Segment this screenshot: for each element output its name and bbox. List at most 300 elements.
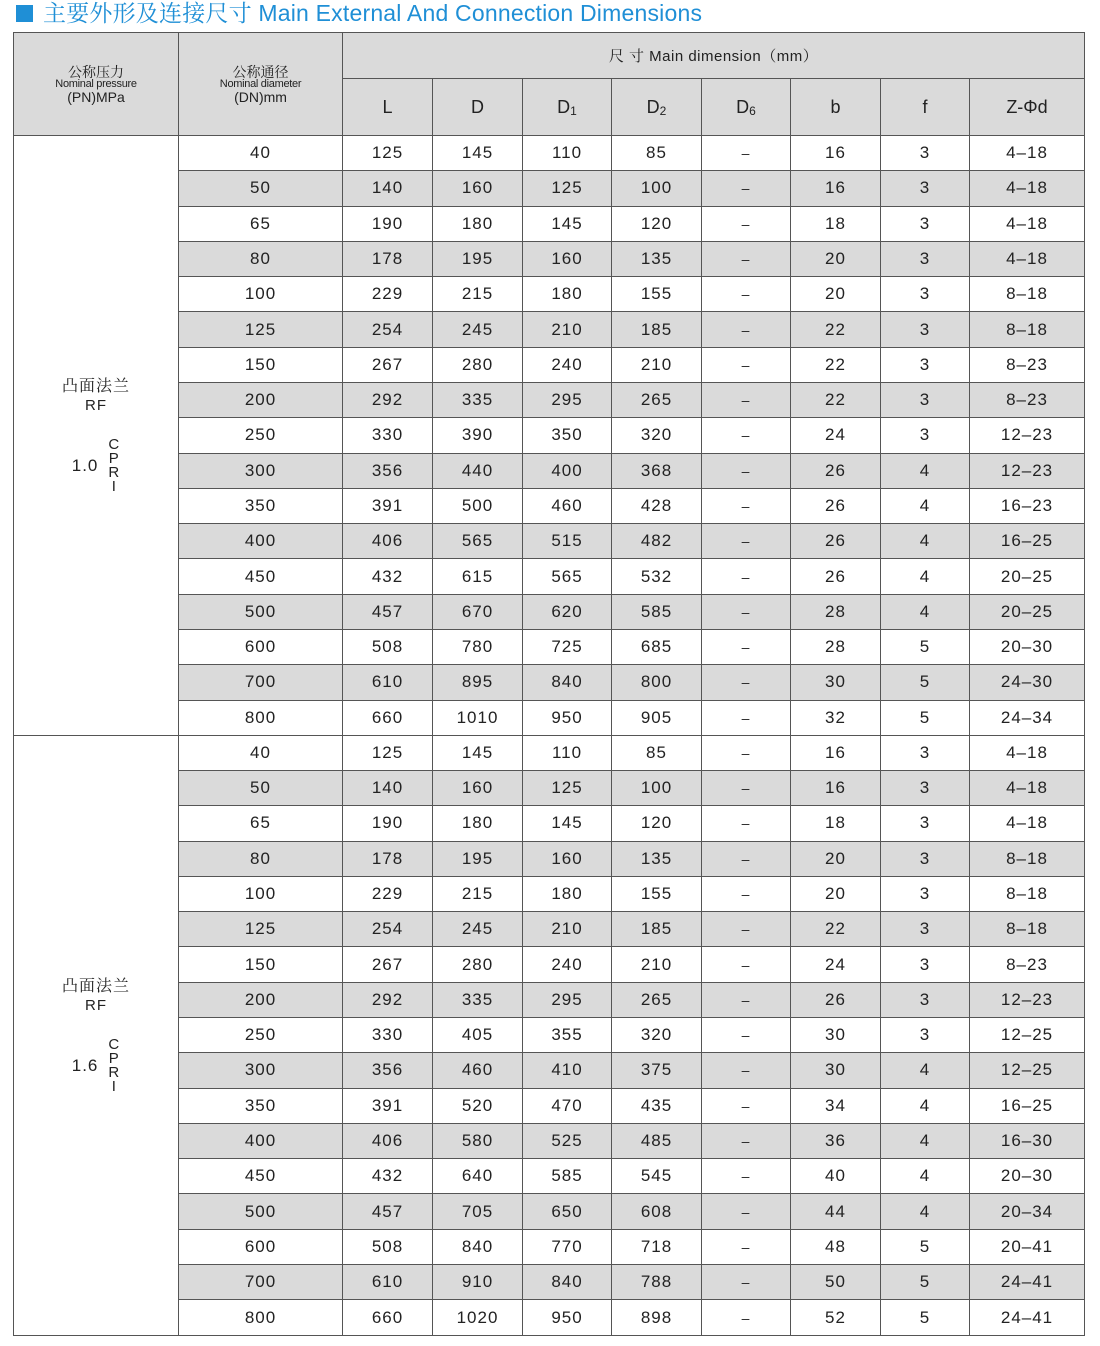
- cell-l: 391: [343, 1088, 433, 1123]
- cell-z-phi-d: 4–18: [970, 136, 1085, 171]
- cell-l: 457: [343, 594, 433, 629]
- cell-nominal-diameter: 80: [179, 841, 343, 876]
- cell-nominal-diameter: 125: [179, 912, 343, 947]
- cell-z-phi-d: 20–25: [970, 559, 1085, 594]
- cell-d6: –: [702, 1194, 791, 1229]
- cell-d6: –: [702, 1300, 791, 1336]
- cell-d1: 240: [523, 947, 612, 982]
- cell-d1: 620: [523, 594, 612, 629]
- cell-l: 406: [343, 524, 433, 559]
- cell-d6: –: [702, 136, 791, 171]
- cell-b: 18: [791, 206, 881, 241]
- cell-z-phi-d: 24–41: [970, 1265, 1085, 1300]
- cell-d: 195: [433, 841, 523, 876]
- cell-l: 190: [343, 806, 433, 841]
- cell-d2: 898: [612, 1300, 702, 1336]
- cell-z-phi-d: 8–18: [970, 277, 1085, 312]
- cell-d6: –: [702, 876, 791, 911]
- cell-d6: –: [702, 559, 791, 594]
- cell-nominal-diameter: 350: [179, 488, 343, 523]
- cell-nominal-diameter: 65: [179, 206, 343, 241]
- cell-z-phi-d: 16–23: [970, 488, 1085, 523]
- cell-z-phi-d: 4–18: [970, 241, 1085, 276]
- cell-d1: 400: [523, 453, 612, 488]
- cell-b: 44: [791, 1194, 881, 1229]
- pressure-rating: [62, 435, 130, 495]
- cell-d2: 800: [612, 665, 702, 700]
- cell-d6: –: [702, 1018, 791, 1053]
- material-letter: I: [111, 477, 117, 495]
- cell-d1: 840: [523, 665, 612, 700]
- cell-nominal-diameter: 300: [179, 453, 343, 488]
- cell-l: 610: [343, 665, 433, 700]
- cell-d6: –: [702, 735, 791, 770]
- header-dn-cn: 公称通径: [232, 63, 289, 80]
- cell-f: 3: [881, 806, 970, 841]
- column-header-label: Z-Φd: [1006, 96, 1048, 117]
- cell-b: 16: [791, 771, 881, 806]
- flange-type-cn: 凸面法兰: [61, 978, 130, 996]
- cell-d2: 100: [612, 171, 702, 206]
- cell-d1: 125: [523, 171, 612, 206]
- cell-f: 4: [881, 1159, 970, 1194]
- cell-d2: 85: [612, 735, 702, 770]
- cell-nominal-diameter: 40: [179, 136, 343, 171]
- header-main-dimension: 尺 寸 Main dimension（mm）: [343, 33, 1085, 79]
- cell-l: 330: [343, 418, 433, 453]
- cell-z-phi-d: 4–18: [970, 206, 1085, 241]
- cell-f: 5: [881, 1300, 970, 1336]
- header-pn-cn: 公称压力: [68, 63, 124, 80]
- cell-d2: 85: [612, 136, 702, 171]
- cell-z-phi-d: 16–25: [970, 524, 1085, 559]
- cell-nominal-diameter: 250: [179, 418, 343, 453]
- cell-d: 180: [433, 806, 523, 841]
- cell-d1: 180: [523, 277, 612, 312]
- cell-l: 610: [343, 1265, 433, 1300]
- cell-d2: 545: [612, 1159, 702, 1194]
- cell-d2: 375: [612, 1053, 702, 1088]
- cell-d: 500: [433, 488, 523, 523]
- cell-z-phi-d: 20–34: [970, 1194, 1085, 1229]
- cell-nominal-diameter: 65: [179, 806, 343, 841]
- header-nominal-diameter: [179, 33, 343, 136]
- cell-d: 160: [433, 171, 523, 206]
- cell-d: 335: [433, 382, 523, 417]
- header-dn-en: Nominal diameter: [219, 77, 302, 90]
- material-letter: I: [111, 1077, 117, 1095]
- cell-nominal-diameter: 800: [179, 1300, 343, 1336]
- cell-d1: 650: [523, 1194, 612, 1229]
- cell-l: 406: [343, 1123, 433, 1158]
- cell-nominal-diameter: 100: [179, 277, 343, 312]
- cell-d: 1010: [433, 700, 523, 735]
- cell-z-phi-d: 12–23: [970, 453, 1085, 488]
- column-header-label: L: [382, 96, 393, 117]
- cell-f: 5: [881, 1265, 970, 1300]
- cell-d: 895: [433, 665, 523, 700]
- cell-z-phi-d: 20–30: [970, 629, 1085, 664]
- column-header-label: b: [830, 96, 841, 117]
- flange-type-en: RF: [84, 997, 107, 1015]
- cell-z-phi-d: 20–30: [970, 1159, 1085, 1194]
- cell-z-phi-d: 4–18: [970, 771, 1085, 806]
- cell-d: 780: [433, 629, 523, 664]
- cell-f: 4: [881, 1088, 970, 1123]
- cell-z-phi-d: 8–18: [970, 876, 1085, 911]
- column-header-label: f: [922, 96, 928, 117]
- cell-d2: 210: [612, 947, 702, 982]
- cell-d2: 135: [612, 841, 702, 876]
- cell-d2: 185: [612, 312, 702, 347]
- cell-b: 48: [791, 1229, 881, 1264]
- cell-l: 330: [343, 1018, 433, 1053]
- cell-d6: –: [702, 982, 791, 1017]
- cell-z-phi-d: 8–23: [970, 347, 1085, 382]
- cell-nominal-diameter: 500: [179, 594, 343, 629]
- cell-d6: –: [702, 841, 791, 876]
- cell-d6: –: [702, 277, 791, 312]
- cell-d6: –: [702, 418, 791, 453]
- column-header-z-phi-d: [970, 79, 1085, 136]
- cell-z-phi-d: 24–30: [970, 665, 1085, 700]
- cell-f: 3: [881, 982, 970, 1017]
- cell-d: 670: [433, 594, 523, 629]
- cell-d: 390: [433, 418, 523, 453]
- cell-l: 508: [343, 1229, 433, 1264]
- cell-l: 190: [343, 206, 433, 241]
- cell-f: 4: [881, 453, 970, 488]
- cell-d2: 608: [612, 1194, 702, 1229]
- cell-d: 1020: [433, 1300, 523, 1336]
- cell-d2: 435: [612, 1088, 702, 1123]
- cell-d6: –: [702, 1123, 791, 1158]
- table-row: [14, 735, 1085, 770]
- cell-d6: –: [702, 206, 791, 241]
- column-header-subscript: 6: [749, 103, 756, 118]
- cell-z-phi-d: 24–34: [970, 700, 1085, 735]
- cell-b: 20: [791, 277, 881, 312]
- cell-z-phi-d: 8–23: [970, 382, 1085, 417]
- cell-b: 22: [791, 382, 881, 417]
- cell-d2: 120: [612, 206, 702, 241]
- cell-nominal-diameter: 80: [179, 241, 343, 276]
- cell-d2: 265: [612, 982, 702, 1017]
- cell-nominal-diameter: 600: [179, 1229, 343, 1264]
- cell-nominal-diameter: 100: [179, 876, 343, 911]
- cell-b: 26: [791, 982, 881, 1017]
- cell-d6: –: [702, 347, 791, 382]
- cell-d2: 120: [612, 806, 702, 841]
- cell-f: 3: [881, 171, 970, 206]
- cell-d: 460: [433, 1053, 523, 1088]
- cell-d1: 565: [523, 559, 612, 594]
- dimensions-table: [13, 32, 1085, 1336]
- cell-d2: 320: [612, 418, 702, 453]
- cell-f: 3: [881, 947, 970, 982]
- cell-d6: –: [702, 771, 791, 806]
- cell-l: 267: [343, 947, 433, 982]
- cell-d6: –: [702, 453, 791, 488]
- cell-l: 660: [343, 1300, 433, 1336]
- cell-nominal-diameter: 700: [179, 665, 343, 700]
- cell-d1: 210: [523, 312, 612, 347]
- cell-z-phi-d: 12–25: [970, 1018, 1085, 1053]
- cell-nominal-diameter: 200: [179, 382, 343, 417]
- cell-b: 30: [791, 1053, 881, 1088]
- cell-d1: 145: [523, 806, 612, 841]
- cell-d: 215: [433, 876, 523, 911]
- cell-z-phi-d: 12–23: [970, 982, 1085, 1017]
- cell-d2: 185: [612, 912, 702, 947]
- cell-d1: 125: [523, 771, 612, 806]
- cell-f: 3: [881, 1018, 970, 1053]
- cell-d: 280: [433, 347, 523, 382]
- cell-d6: –: [702, 241, 791, 276]
- column-header-label: D: [646, 96, 660, 117]
- cell-d2: 320: [612, 1018, 702, 1053]
- cell-nominal-diameter: 50: [179, 771, 343, 806]
- column-header-l: [343, 79, 433, 136]
- cell-d: 160: [433, 771, 523, 806]
- cell-d2: 155: [612, 876, 702, 911]
- cell-f: 5: [881, 629, 970, 664]
- cell-z-phi-d: 20–25: [970, 594, 1085, 629]
- cell-l: 178: [343, 841, 433, 876]
- column-header-subscript: 2: [659, 103, 667, 118]
- cell-d6: –: [702, 1159, 791, 1194]
- cell-nominal-diameter: 450: [179, 1159, 343, 1194]
- cell-d6: –: [702, 524, 791, 559]
- cell-l: 432: [343, 1159, 433, 1194]
- cell-f: 4: [881, 1123, 970, 1158]
- column-header-d6: [702, 79, 791, 136]
- cell-d6: –: [702, 912, 791, 947]
- cell-d1: 160: [523, 841, 612, 876]
- cell-nominal-diameter: 150: [179, 947, 343, 982]
- cell-b: 34: [791, 1088, 881, 1123]
- column-header-subscript: 1: [570, 103, 577, 118]
- cell-nominal-diameter: 600: [179, 629, 343, 664]
- cell-l: 267: [343, 347, 433, 382]
- cell-d2: 788: [612, 1265, 702, 1300]
- cell-d: 910: [433, 1265, 523, 1300]
- cell-d2: 685: [612, 629, 702, 664]
- cell-f: 3: [881, 347, 970, 382]
- cell-l: 292: [343, 982, 433, 1017]
- cell-z-phi-d: 12–23: [970, 418, 1085, 453]
- cell-d1: 180: [523, 876, 612, 911]
- cell-d: 705: [433, 1194, 523, 1229]
- cell-f: 4: [881, 488, 970, 523]
- header-pn-en: Nominal pressure: [55, 77, 137, 90]
- flange-type-en: RF: [84, 397, 107, 415]
- cell-l: 140: [343, 771, 433, 806]
- cell-l: 432: [343, 559, 433, 594]
- cell-f: 4: [881, 1053, 970, 1088]
- cell-z-phi-d: 24–41: [970, 1300, 1085, 1336]
- cell-b: 26: [791, 524, 881, 559]
- column-header-d1: [523, 79, 612, 136]
- cell-f: 4: [881, 594, 970, 629]
- cell-d6: –: [702, 947, 791, 982]
- cell-f: 3: [881, 841, 970, 876]
- cell-z-phi-d: 12–25: [970, 1053, 1085, 1088]
- cell-d2: 585: [612, 594, 702, 629]
- cell-d: 840: [433, 1229, 523, 1264]
- cell-d1: 110: [523, 735, 612, 770]
- cell-z-phi-d: 8–18: [970, 841, 1085, 876]
- cell-l: 229: [343, 876, 433, 911]
- cell-d1: 240: [523, 347, 612, 382]
- cell-b: 20: [791, 841, 881, 876]
- cell-nominal-diameter: 800: [179, 700, 343, 735]
- cell-f: 3: [881, 876, 970, 911]
- cell-d1: 725: [523, 629, 612, 664]
- cell-d6: –: [702, 594, 791, 629]
- cell-nominal-diameter: 125: [179, 312, 343, 347]
- cell-d1: 950: [523, 1300, 612, 1336]
- cell-d: 335: [433, 982, 523, 1017]
- cell-d1: 840: [523, 1265, 612, 1300]
- cell-d: 145: [433, 735, 523, 770]
- cell-l: 660: [343, 700, 433, 735]
- cell-b: 18: [791, 806, 881, 841]
- cell-b: 24: [791, 947, 881, 982]
- cell-f: 3: [881, 136, 970, 171]
- cell-d6: –: [702, 1088, 791, 1123]
- cell-b: 26: [791, 488, 881, 523]
- column-header-label: D: [471, 96, 484, 117]
- cell-d6: –: [702, 665, 791, 700]
- cell-f: 3: [881, 206, 970, 241]
- cell-d1: 145: [523, 206, 612, 241]
- cell-l: 356: [343, 453, 433, 488]
- cell-b: 36: [791, 1123, 881, 1158]
- flange-type-cn: 凸面法兰: [61, 378, 130, 396]
- material-letter: R: [108, 1063, 121, 1081]
- cell-nominal-diameter: 150: [179, 347, 343, 382]
- cell-d1: 295: [523, 982, 612, 1017]
- cell-d: 280: [433, 947, 523, 982]
- cell-f: 3: [881, 241, 970, 276]
- cell-f: 3: [881, 912, 970, 947]
- cell-l: 254: [343, 312, 433, 347]
- pressure-value: 1.6: [71, 1056, 99, 1076]
- cell-nominal-diameter: 40: [179, 735, 343, 770]
- header-nominal-pressure: [14, 33, 179, 136]
- material-letter: P: [108, 449, 120, 467]
- cell-b: 22: [791, 912, 881, 947]
- section-title-text: 主要外形及连接尺寸 Main External And Connection Dimensions: [43, 0, 703, 26]
- material-letter: R: [108, 463, 121, 481]
- cell-z-phi-d: 8–18: [970, 912, 1085, 947]
- cell-d: 520: [433, 1088, 523, 1123]
- cell-b: 22: [791, 347, 881, 382]
- cell-b: 40: [791, 1159, 881, 1194]
- cell-f: 5: [881, 665, 970, 700]
- header-pn-unit: (PN)MPa: [67, 88, 125, 105]
- cell-l: 457: [343, 1194, 433, 1229]
- cell-l: 508: [343, 629, 433, 664]
- cell-nominal-diameter: 300: [179, 1053, 343, 1088]
- cell-b: 24: [791, 418, 881, 453]
- cell-d: 145: [433, 136, 523, 171]
- cell-nominal-diameter: 450: [179, 559, 343, 594]
- cell-d6: –: [702, 382, 791, 417]
- cell-f: 3: [881, 312, 970, 347]
- cell-d: 180: [433, 206, 523, 241]
- cell-l: 178: [343, 241, 433, 276]
- cell-d2: 265: [612, 382, 702, 417]
- cell-l: 229: [343, 277, 433, 312]
- cell-d1: 160: [523, 241, 612, 276]
- cell-d2: 482: [612, 524, 702, 559]
- cell-b: 30: [791, 1018, 881, 1053]
- cell-d2: 428: [612, 488, 702, 523]
- cell-d: 565: [433, 524, 523, 559]
- cell-d2: 210: [612, 347, 702, 382]
- cell-nominal-diameter: 400: [179, 1123, 343, 1158]
- cell-z-phi-d: 16–30: [970, 1123, 1085, 1158]
- cell-f: 3: [881, 382, 970, 417]
- cell-d1: 770: [523, 1229, 612, 1264]
- cell-b: 28: [791, 594, 881, 629]
- cell-b: 20: [791, 241, 881, 276]
- cell-d6: –: [702, 171, 791, 206]
- cell-d: 580: [433, 1123, 523, 1158]
- pressure-value: 1.0: [71, 456, 99, 476]
- pressure-rating: [62, 1035, 130, 1095]
- cell-f: 4: [881, 524, 970, 559]
- cell-d1: 350: [523, 418, 612, 453]
- cell-d1: 585: [523, 1159, 612, 1194]
- cell-d: 615: [433, 559, 523, 594]
- cell-nominal-diameter: 400: [179, 524, 343, 559]
- cell-d: 215: [433, 277, 523, 312]
- cell-d2: 135: [612, 241, 702, 276]
- pressure-group-cell: [14, 136, 179, 736]
- cell-d2: 485: [612, 1123, 702, 1158]
- column-header-f: [881, 79, 970, 136]
- cell-d6: –: [702, 1265, 791, 1300]
- cell-d: 405: [433, 1018, 523, 1053]
- cell-nominal-diameter: 250: [179, 1018, 343, 1053]
- cell-d1: 210: [523, 912, 612, 947]
- cell-d1: 110: [523, 136, 612, 171]
- cell-f: 3: [881, 735, 970, 770]
- cell-b: 20: [791, 876, 881, 911]
- material-code: [108, 435, 121, 495]
- cell-b: 16: [791, 136, 881, 171]
- cell-nominal-diameter: 700: [179, 1265, 343, 1300]
- cell-z-phi-d: 20–41: [970, 1229, 1085, 1264]
- cell-z-phi-d: 8–23: [970, 947, 1085, 982]
- cell-b: 26: [791, 559, 881, 594]
- cell-b: 28: [791, 629, 881, 664]
- cell-l: 125: [343, 136, 433, 171]
- cell-d6: –: [702, 1229, 791, 1264]
- cell-d6: –: [702, 488, 791, 523]
- column-header-d: [433, 79, 523, 136]
- table-row: [14, 136, 1085, 171]
- cell-f: 3: [881, 277, 970, 312]
- cell-d: 245: [433, 312, 523, 347]
- cell-b: 16: [791, 171, 881, 206]
- cell-d: 245: [433, 912, 523, 947]
- cell-b: 16: [791, 735, 881, 770]
- column-header-label: D: [736, 96, 750, 117]
